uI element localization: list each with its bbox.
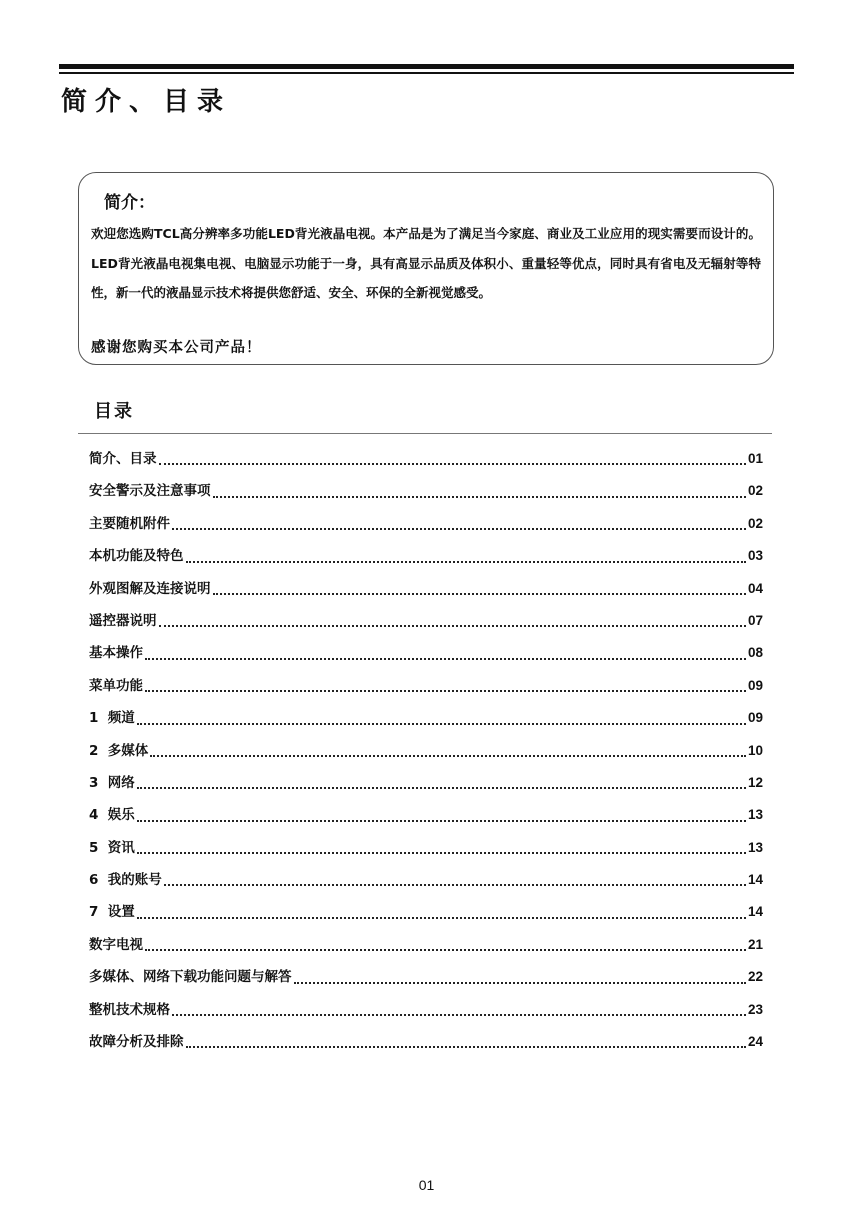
toc-entry-title: 安全警示及注意事项 (89, 483, 211, 500)
toc-entry-page: 01 (747, 451, 763, 466)
toc-leader-dots (145, 657, 746, 660)
header-rule-thick (59, 64, 794, 69)
toc-leader-dots (137, 819, 746, 822)
toc-entry-title: 本机功能及特色 (89, 548, 184, 565)
toc-heading: 目录 (94, 401, 134, 422)
toc-leader-dots (137, 916, 746, 919)
toc-entry-page: 09 (747, 677, 763, 693)
toc-leader-dots (186, 1045, 746, 1048)
toc-entry[interactable] (89, 832, 763, 864)
toc-entry-page: 02 (747, 483, 763, 499)
toc-entry-page: 03 (747, 548, 763, 564)
intro-box (78, 172, 774, 365)
toc-entry[interactable] (89, 637, 763, 669)
toc-entry-title: 3 网络 (89, 774, 135, 791)
toc-leader-dots (137, 851, 746, 854)
toc-entry-title: 1 频道 (89, 710, 135, 727)
toc-entry-title: 4 娱乐 (89, 807, 135, 824)
page-number: 01 (418, 1177, 435, 1193)
toc-entry[interactable] (89, 605, 763, 637)
toc-entry[interactable] (89, 961, 763, 993)
toc-leader-dots (294, 981, 746, 984)
toc-entry-title: 整机技术规格 (89, 1001, 170, 1018)
intro-body: 欢迎您选购TCL高分辨率多功能LED背光液晶电视。本产品是为了满足当今家庭、商业及工业应用的现实需要而设计的。LED背光液晶电视集电视、电脑显示功能于一身，具有高显示品质及体积小、重量轻等优点，同时具有省电及无辐射等特性，新一代的液晶显示技术将提供您舒适、安全、环保的全新视觉感受。 (91, 226, 761, 300)
toc-entry-title: 基本操作 (89, 645, 143, 662)
toc-leader-dots (213, 495, 746, 498)
toc-entry-title: 故障分析及排除 (89, 1034, 184, 1051)
toc-entry-page: 21 (747, 936, 763, 952)
toc-entry[interactable] (89, 573, 763, 605)
toc-entry-title: 遥控器说明 (89, 612, 157, 629)
toc-list (89, 443, 763, 1058)
toc-leader-dots (159, 462, 746, 465)
toc-entry[interactable] (89, 799, 763, 831)
toc-leader-dots (137, 786, 746, 789)
page-title: 简介、目录 (61, 87, 232, 117)
toc-entry[interactable] (89, 1026, 763, 1058)
toc-entry-page: 14 (747, 904, 763, 920)
toc-entry[interactable] (89, 864, 763, 896)
toc-leader-dots (145, 689, 746, 692)
toc-leader-dots (145, 948, 746, 951)
toc-leader-dots (150, 754, 746, 757)
toc-entry-title: 7 设置 (89, 904, 135, 921)
toc-divider (78, 433, 772, 434)
toc-entry-page: 09 (747, 710, 763, 726)
toc-entry-title: 5 资讯 (89, 839, 135, 856)
toc-entry-title: 2 多媒体 (89, 742, 149, 759)
toc-entry-page: 07 (747, 612, 763, 628)
toc-entry-page: 13 (747, 839, 763, 855)
toc-leader-dots (159, 624, 746, 627)
toc-leader-dots (172, 527, 746, 530)
toc-entry-page: 04 (747, 580, 763, 596)
toc-entry-page: 24 (747, 1034, 763, 1050)
toc-entry[interactable] (89, 735, 763, 767)
toc-entry[interactable] (89, 508, 763, 540)
toc-entry-page: 13 (747, 807, 763, 823)
toc-entry[interactable] (89, 443, 763, 475)
toc-entry-title: 数字电视 (89, 936, 143, 953)
toc-entry[interactable] (89, 475, 763, 507)
toc-leader-dots (186, 560, 746, 563)
toc-leader-dots (213, 592, 746, 595)
toc-entry-page: 10 (747, 742, 763, 758)
toc-entry[interactable] (89, 540, 763, 572)
toc-entry-page: 12 (747, 774, 763, 790)
toc-entry[interactable] (89, 896, 763, 928)
toc-entry[interactable] (89, 994, 763, 1026)
toc-entry[interactable] (89, 670, 763, 702)
toc-leader-dots (137, 722, 746, 725)
toc-entry-page: 22 (747, 969, 763, 985)
toc-entry-page: 02 (747, 515, 763, 531)
toc-entry-page: 23 (747, 1001, 763, 1017)
toc-entry-title: 主要随机附件 (89, 515, 170, 532)
toc-entry-page: 14 (747, 872, 763, 888)
toc-entry-title: 多媒体、网络下载功能问题与解答 (89, 969, 292, 986)
toc-leader-dots (172, 1013, 746, 1016)
toc-entry-page: 08 (747, 645, 763, 661)
toc-entry[interactable] (89, 929, 763, 961)
toc-entry[interactable] (89, 702, 763, 734)
toc-entry-title: 6 我的账号 (89, 872, 162, 889)
toc-entry-title: 外观图解及连接说明 (89, 580, 211, 597)
intro-heading: 简介： (104, 193, 155, 213)
toc-entry[interactable] (89, 767, 763, 799)
toc-entry-title: 菜单功能 (89, 677, 143, 694)
toc-leader-dots (164, 883, 746, 886)
toc-entry-title: 简介、目录 (89, 451, 157, 467)
header-rule-thin (59, 72, 794, 74)
intro-thanks: 感谢您购买本公司产品！ (91, 340, 262, 356)
